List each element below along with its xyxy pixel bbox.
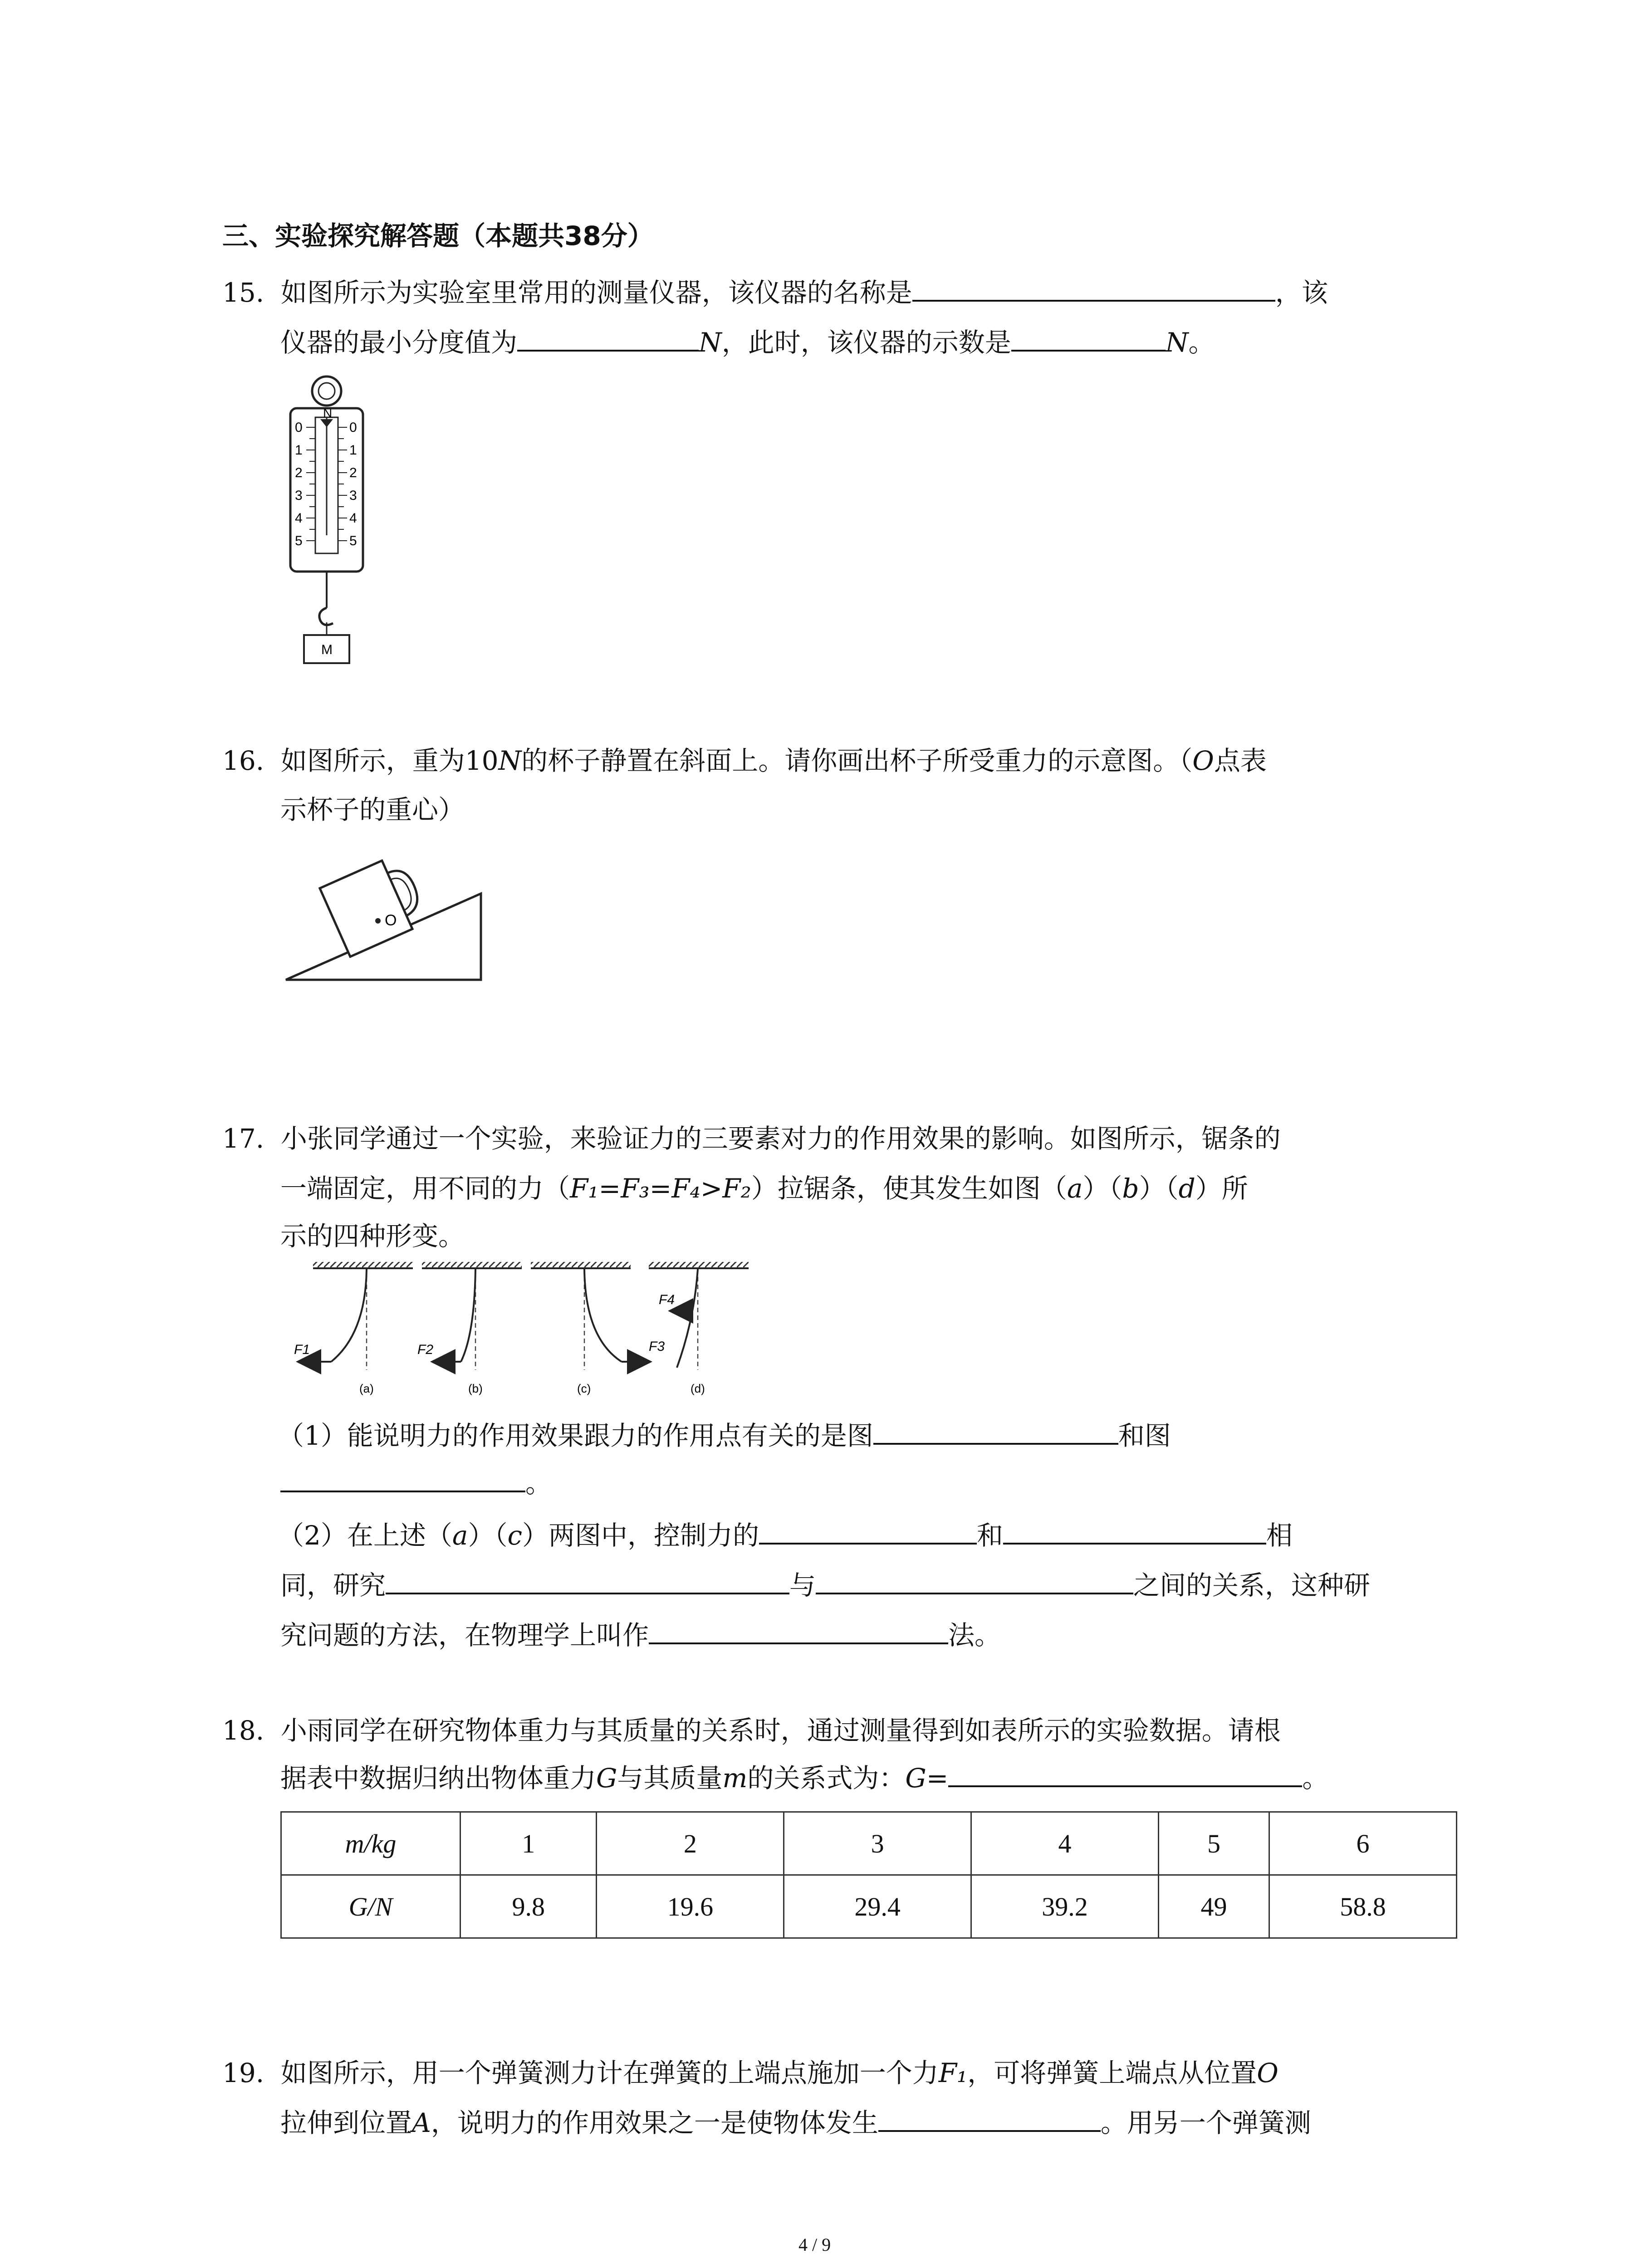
data-table	[280, 1811, 1457, 1939]
spring-scale-figure	[281, 372, 372, 680]
caption-d: (d)	[691, 1382, 705, 1395]
q17-blank-study2[interactable]	[816, 1564, 1133, 1594]
q17-sub2-line2: 同，研究 与 之间的关系，这种研	[280, 1560, 1370, 1610]
q15-line2: 仪器的最小分度值为 N，此时，该仪器的示数是 N。	[280, 318, 1215, 367]
q17-blank-control1[interactable]	[759, 1515, 977, 1545]
table-cell: 2	[597, 1812, 784, 1875]
q18-line2: 据表中数据归纳出物体重力G与其质量m的关系式为：G= 。	[280, 1753, 1328, 1803]
q18-blank-formula[interactable]	[948, 1757, 1302, 1787]
q15-line1: 15. 如图所示为实验室里常用的测量仪器，该仪器的名称是 ，该	[222, 268, 1328, 318]
svg-text:1: 1	[295, 443, 303, 458]
table-header-weight: G/N	[281, 1875, 460, 1938]
table-header-mass: m/kg	[281, 1812, 460, 1875]
q17-line2: 一端固定，用不同的力（F₁=F₃=F₄>F₂）拉锯条，使其发生如图（a）（b）（d）所	[280, 1173, 1248, 1204]
incline-cup-figure	[281, 835, 490, 989]
table-cell: 6	[1269, 1812, 1457, 1875]
table-cell: 4	[971, 1812, 1159, 1875]
svg-text:5: 5	[295, 533, 303, 548]
q19-line2: 拉伸到位置A，说明力的作用效果之一是使物体发生 。用另一个弹簧测	[280, 2098, 1311, 2148]
q19-line1: 19. 如图所示，用一个弹簧测力计在弹簧的上端点施加一个力F₁，可将弹簧上端点从位置O	[222, 2058, 1279, 2088]
caption-b: (b)	[468, 1382, 483, 1395]
svg-text:0: 0	[349, 420, 357, 435]
table-cell: 5	[1158, 1812, 1269, 1875]
q15-blank-name[interactable]	[912, 272, 1275, 302]
table-cell: 49	[1158, 1875, 1269, 1938]
table-cell: 39.2	[971, 1875, 1159, 1938]
q17-number: 17.	[222, 1123, 265, 1154]
force-label-f1: F1	[294, 1342, 310, 1357]
q16-line2: 示杯子的重心）	[280, 794, 465, 825]
svg-text:0: 0	[295, 420, 303, 435]
force-label-f4: F4	[659, 1292, 675, 1307]
q17-blank-fig2[interactable]	[280, 1462, 525, 1492]
svg-text:4: 4	[295, 511, 303, 526]
q17-sub1-line1: （1）能说明力的作用效果跟力的作用点有关的是图 和图	[278, 1411, 1171, 1461]
table-cell: 19.6	[597, 1875, 784, 1938]
table-cell: 58.8	[1269, 1875, 1457, 1938]
table-cell: 9.8	[460, 1875, 597, 1938]
q17-blank-study1[interactable]	[386, 1564, 789, 1594]
caption-a: (a)	[359, 1382, 374, 1395]
svg-text:2: 2	[295, 465, 303, 480]
q17-blank-control2[interactable]	[1003, 1515, 1266, 1545]
force-label-f3: F3	[649, 1339, 665, 1354]
q15-blank-division[interactable]	[517, 322, 699, 352]
spring-scale-top-label: N	[323, 406, 333, 420]
svg-text:4: 4	[349, 511, 357, 526]
q19-blank-effect[interactable]	[878, 2102, 1101, 2132]
q18-line1: 18. 小雨同学在研究物体重力与其质量的关系时，通过测量得到如表所示的实验数据。请根	[222, 1715, 1281, 1746]
q17-sub1-line2: 。	[280, 1458, 552, 1508]
saw-blade-figure	[286, 1261, 794, 1397]
q15-blank-reading[interactable]	[1011, 322, 1166, 352]
svg-text:3: 3	[349, 488, 357, 503]
svg-text:5: 5	[349, 533, 357, 548]
svg-text:2: 2	[349, 465, 357, 480]
mass-label: M	[321, 642, 333, 657]
table-row	[281, 1875, 1457, 1938]
q17-blank-method[interactable]	[649, 1614, 948, 1644]
table-cell: 3	[784, 1812, 971, 1875]
q18-number: 18.	[222, 1715, 265, 1746]
page-number: 4 / 9	[798, 2234, 831, 2255]
q16-number: 16.	[222, 745, 265, 776]
q17-line3: 示的四种形变。	[280, 1221, 465, 1251]
svg-text:1: 1	[349, 443, 357, 458]
svg-text:3: 3	[295, 488, 303, 503]
q16-line1: 16. 如图所示，重为10N的杯子静置在斜面上。请你画出杯子所受重力的示意图。（O点表	[222, 745, 1267, 776]
force-label-f2: F2	[417, 1342, 434, 1357]
q19-number: 19.	[222, 2058, 265, 2088]
center-of-gravity-label: O	[385, 912, 397, 929]
table-cell: 29.4	[784, 1875, 971, 1938]
caption-c: (c)	[577, 1382, 591, 1395]
table-cell: 1	[460, 1812, 597, 1875]
q17-blank-fig1[interactable]	[873, 1415, 1118, 1445]
q17-line1: 17. 小张同学通过一个实验，来验证力的三要素对力的作用效果的影响。如图所示，锯条的	[222, 1123, 1281, 1154]
q17-sub2-line1: （2）在上述（a）（c）两图中，控制力的 和 相	[278, 1510, 1293, 1560]
q17-sub2-line3: 究问题的方法，在物理学上叫作 法。	[280, 1610, 1001, 1660]
table-row	[281, 1812, 1457, 1875]
section-title: 三、实验探究解答题（本题共38分）	[222, 220, 654, 251]
q15-number: 15.	[222, 277, 265, 308]
